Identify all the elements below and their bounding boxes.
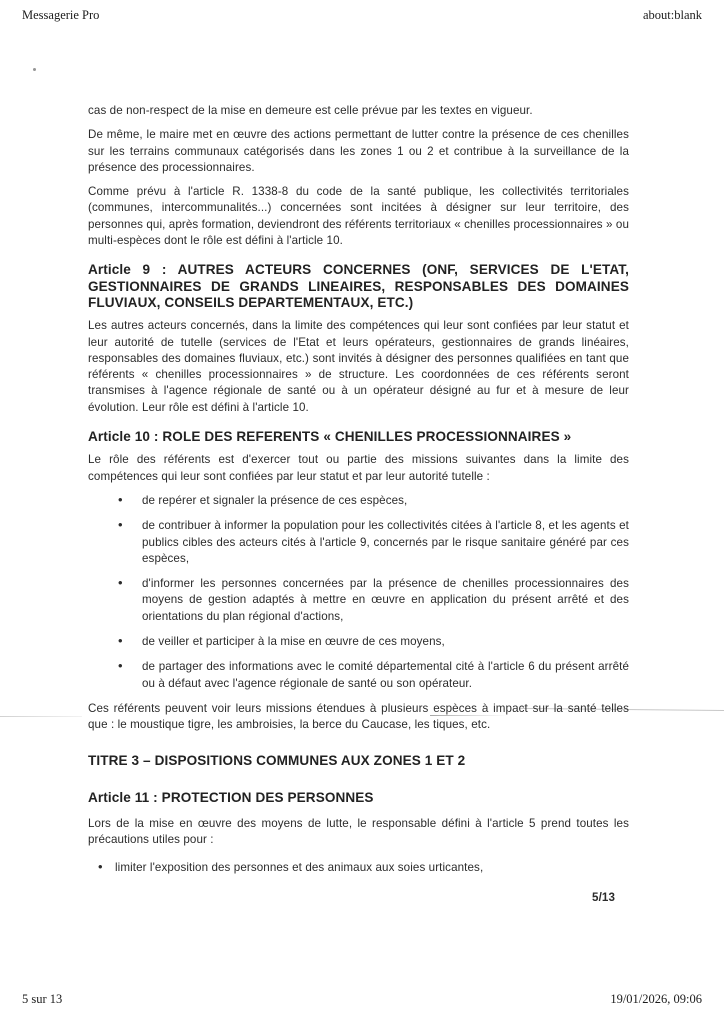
- article-9-heading: Article 9 : AUTRES ACTEURS CONCERNES (ONF, SERVICES DE L'ETAT, GESTIONNAIRES DE GRANDS LINEAIRES, RESPONSABLES DES DOMAINES FLUVIAUX, CONSEILS DEPARTEMENTAUX, ETC.): [88, 262, 629, 310]
- list-item: • de repérer et signaler la présence de ces espèces,: [88, 493, 629, 509]
- paragraph-intro-2: De même, le maire met en œuvre des actions permettant de lutter contre la présence de ces chenilles sur les terrains communaux catégorisés dans les zones 1 ou 2 et contribue à la surveillance de la présence des processionnaires.: [88, 128, 629, 174]
- print-header-url: about:blank: [642, 8, 702, 22]
- article-11-intro: Lors de la mise en œuvre des moyens de lutte, le responsable défini à l'article 5 prend toutes les précautions utiles pour :: [88, 817, 629, 847]
- print-footer-datetime: 19/01/2026, 09:06: [610, 992, 702, 1006]
- list-item: • d'informer les personnes concernées par la présence de chenilles processionnaires des moyens de gestion adaptés à mettre en œuvre en application du présent arrêté et des orientations du plan régional d'actions,: [88, 576, 629, 625]
- document-page-number: 5/13: [592, 890, 615, 904]
- list-item: • limiter l'exposition des personnes et des animaux aux soies urticantes,: [88, 860, 629, 876]
- document-content: [88, 103, 629, 906]
- print-header-title: Messagerie Pro: [22, 8, 100, 22]
- scan-speck: [33, 68, 36, 71]
- list-item: • de contribuer à informer la population pour les collectivités citées à l'article 8, et les agents et publics cibles des acteurs cités à l'article 9, concernés par le risque sanitaire généré par ces espèces,: [88, 518, 629, 567]
- titre-3-heading: TITRE 3 – DISPOSITIONS COMMUNES AUX ZONES 1 ET 2: [88, 752, 466, 768]
- paragraph-intro-1: cas de non-respect de la mise en demeure est celle prévue par les textes en vigueur.: [88, 104, 533, 117]
- paragraph-intro-3: Comme prévu à l'article R. 1338-8 du code de la santé publique, les collectivités territoriales (communes, intercommunalités...) concernées sont incitées à désigner sur leur territoire, des personnes qui, après formation, deviendront des référents territoriaux « chenilles processionnaires » ou multi-espèces dont le rôle est défini à l'article 10.: [88, 185, 629, 248]
- article-11-heading: Article 11 : PROTECTION DES PERSONNES: [88, 789, 374, 805]
- article-10-heading: Article 10 : ROLE DES REFERENTS « CHENILLES PROCESSIONNAIRES »: [88, 429, 572, 445]
- print-header: [22, 8, 702, 23]
- scan-crease-left: [0, 716, 82, 717]
- list-item: • de partager des informations avec le comité départemental cité à l'article 6 du présent arrêté ou à défaut avec l'agence régionale de santé ou son opérateur.: [88, 659, 629, 692]
- article-11-bullet-list: [88, 860, 629, 876]
- article-9-body: Les autres acteurs concernés, dans la limite des compétences qui leur sont confiées par leur statut et leur autorité de tutelle (services de l'Etat et leurs opérateurs, gestionnaires de grands linéaires, responsables des domaines fluviaux, etc.) sont invités à désigner des personnes qualifiées en tant que référents « chenilles processionnaires » de structure. Les coordonnées de ces référents seront transmises à l'agence régionale de santé ou à un opérateur désigné au fur et à mesure de leur évolution. Leur rôle est défini à l'article 10.: [88, 319, 629, 414]
- article-10-bullet-list: [88, 493, 629, 692]
- article-10-note: Ces référents peuvent voir leurs missions étendues à plusieurs espèces à impact sur la santé telles que : le moustique tigre, les ambroisies, la berce du Caucase, les tiques, etc.: [88, 701, 629, 732]
- article-10-intro: Le rôle des référents est d'exercer tout ou partie des missions suivantes dans la limite des compétences qui leur sont confiées par leur statut et par leur autorité tutelle :: [88, 453, 629, 483]
- print-footer: [22, 992, 702, 1007]
- list-item: • de veiller et participer à la mise en œuvre de ces moyens,: [88, 634, 629, 650]
- print-footer-pagecount: 5 sur 13: [22, 992, 63, 1006]
